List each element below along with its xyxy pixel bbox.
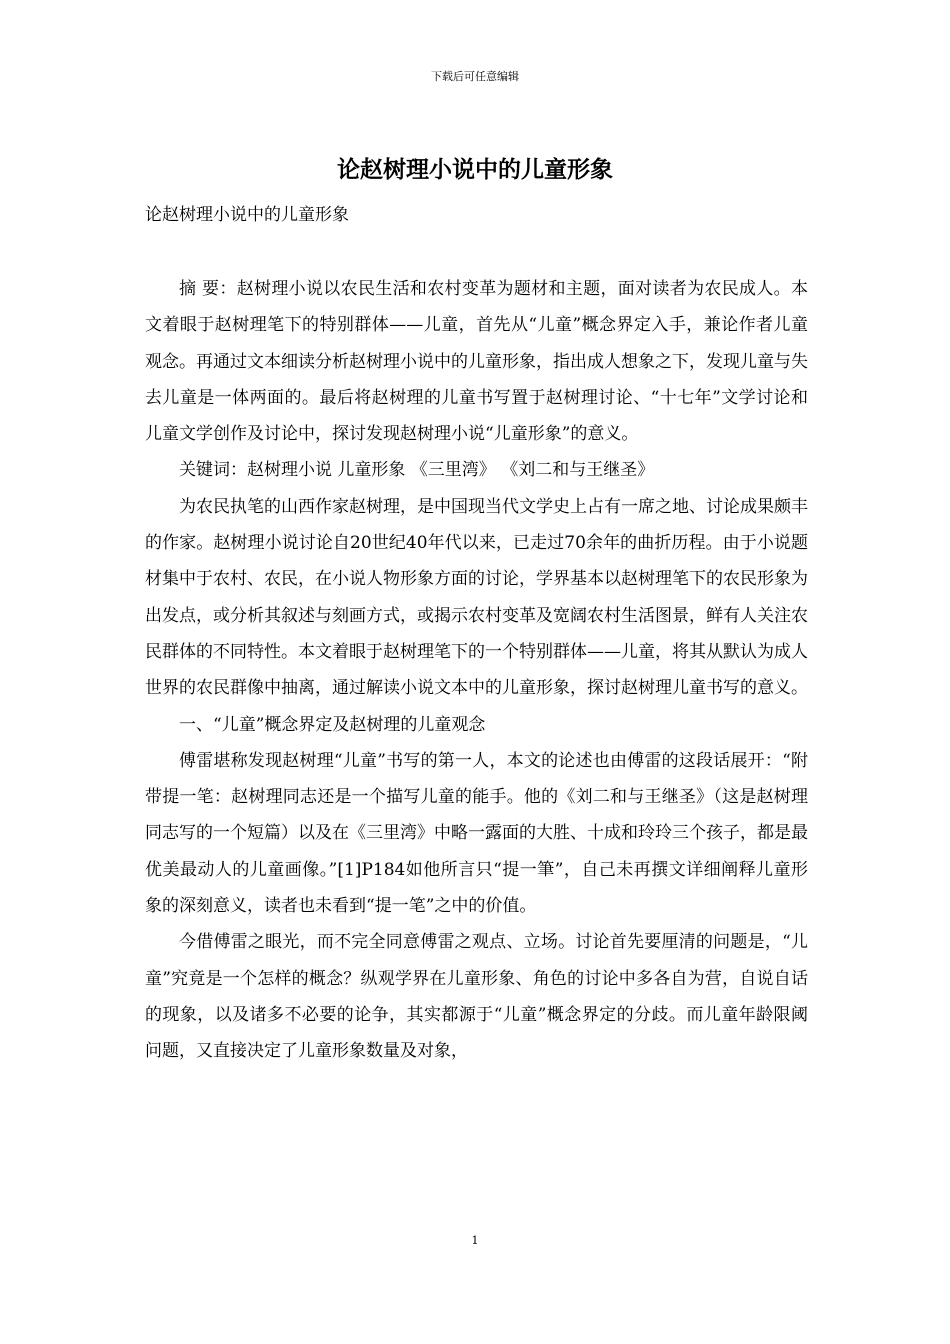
body-paragraph: 傅雷堪称发现赵树理“儿童”书写的第一人，本文的论述也由傅雷的这段话展开：“附带提一笔：赵树理同志还是一个描写儿童的能手。他的《刘二和与王继圣》（这是赵树理同志写的一个短篇）以及在《三里湾》中略一露面的大胜、十成和玲玲三个孩子，都是最优美最动人的儿童画像。”[1]P184如他所言只“提一筆”，自己未再撰文详细阐释儿童形象的深刻意义，读者也未看到“提一笔”之中的价值。 (145, 750, 808, 917)
page-number: 1 (471, 1234, 479, 1247)
intro-paragraph: 为农民执笔的山西作家赵树理，是中国现当代文学史上占有一席之地、讨论成果颇丰的作家。赵树理小说讨论自20世纪40年代以来，已走过70余年的曲折历程。由于小说题材集中于农村、农民，在小说人物形象方面的讨论，学界基本以赵树理笔下的农民形象为出发点，或分析其叙述与刻画方式，或揭示农村变革及宽阔农村生活图景，鲜有人关注农民群体的不同特性。本文着眼于赵树理笔下的一个特别群体——儿童，将其从默认为成人世界的农民群像中抽离，通过解读小说文本中的儿童形象，探讨赵树理儿童书写的意义。 (145, 496, 808, 699)
section-heading: 一、“儿童”概念界定及赵树理的儿童观念 (179, 714, 486, 735)
document-body (145, 271, 808, 1070)
abstract-paragraph: 摘 要：赵树理小说以农民生活和农村变革为题材和主题，面对读者为农民成人。本文着眼于赵树理笔下的特别群体——儿童，首先从“儿童”概念界定入手，兼论作者儿童观念。再通过文本细读分析赵树理小说中的儿童形象，指出成人想象之下，发现儿童与失去儿童是一体两面的。最后将赵树理的儿童书写置于赵树理讨论、“十七年”文学讨论和儿童文学创作及讨论中，探讨发现赵树理小说“儿童形象”的意义。 (145, 279, 808, 445)
keywords-paragraph: 关键词：赵树理小说 儿童形象 《三里湾》 《刘二和与王继圣》 (179, 460, 655, 481)
body-paragraph: 今借傅雷之眼光，而不完全同意傅雷之观点、立场。讨论首先要厘清的问题是，“儿童”究竟是一个怎样的概念？纵观学界在儿童形象、角色的讨论中多各自为营，自说自话的现象，以及诸多不必要的论争，其实都源于“儿童”概念界定的分歧。而儿童年龄限阈问题，又直接决定了儿童形象数量及对象， (145, 932, 808, 1062)
page-header: 下载后可任意编辑 (431, 70, 519, 83)
document-subtitle: 论赵树理小说中的儿童形象 (145, 205, 349, 225)
document-title: 论赵树理小说中的儿童形象 (337, 156, 613, 183)
